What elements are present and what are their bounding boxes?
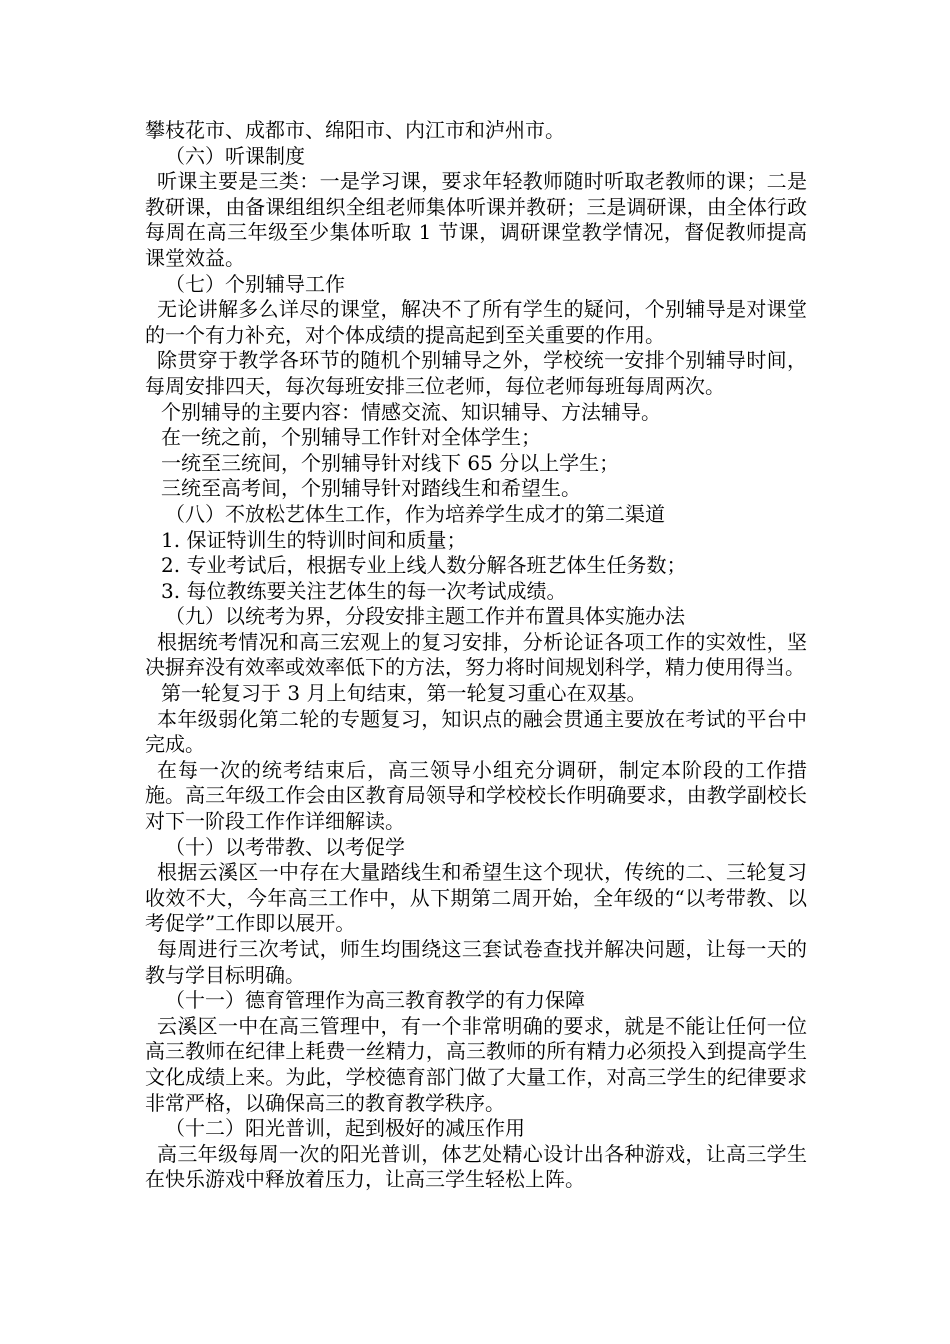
section-heading-8: （八）不放松艺体生工作，作为培养学生成才的第二渠道 xyxy=(165,501,665,526)
section-heading-6: （六）听课制度 xyxy=(165,143,305,168)
list-item: 2. 专业考试后，根据专业上线人数分解各班艺体生任务数； xyxy=(161,553,687,578)
section-heading-9: （九）以统考为界，分段安排主题工作并布置具体实施办法 xyxy=(165,604,685,629)
paragraph: 每周进行三次考试，师生均围绕这三套试卷查找并解决问题，让每一天的教与学目标明确。 xyxy=(145,937,807,987)
paragraph: 根据统考情况和高三宏观上的复习安排，分析论证各项工作的实效性，坚决摒弃没有效率或效率低下的方法，努力将时间规划科学，精力使用得当。 xyxy=(145,629,807,680)
document-body xyxy=(145,118,807,1193)
list-item: 1. 保证特训生的特训时间和质量； xyxy=(161,527,467,552)
paragraph: 除贯穿于教学各环节的随机个别辅导之外，学校统一安排个别辅导时间，每周安排四天，每次每班安排三位老师，每位老师每班每周两次。 xyxy=(145,348,807,398)
paragraph: 在一统之前，个别辅导工作针对全体学生； xyxy=(161,425,541,450)
section-heading-10: （十）以考带教、以考促学 xyxy=(165,834,405,859)
paragraph: 云溪区一中在高三管理中，有一个非常明确的要求，就是不能让任何一位高三教师在纪律上耗费一丝精力，高三教师的所有精力必须投入到提高学生文化成绩上来。为此，学校德育部门做了大量工作，对高三学生的纪律要求非常严格，以确保高三的教育教学秩序。 xyxy=(145,1013,807,1115)
paragraph-continuation: 攀枝花市、成都市、绵阳市、内江市和泸州市。 xyxy=(145,118,565,142)
section-heading-7: （七）个别辅导工作 xyxy=(165,271,345,296)
paragraph: 个别辅导的主要内容：情感交流、知识辅导、方法辅导。 xyxy=(161,399,661,424)
paragraph: 在每一次的统考结束后，高三领导小组充分调研，制定本阶段的工作措施。高三年级工作会由区教育局领导和学校校长作明确要求，由教学副校长对下一阶段工作作详细解读。 xyxy=(145,757,807,834)
paragraph: 高三年级每周一次的阳光普训，体艺处精心设计出各种游戏，让高三学生在快乐游戏中释放着压力，让高三学生轻松上阵。 xyxy=(145,1141,807,1192)
paragraph: 根据云溪区一中存在大量踏线生和希望生这个现状，传统的二、三轮复习收效不大，今年高三工作中，从下期第二周开始，全年级的“以考带教、以考促学”工作即以展开。 xyxy=(145,860,807,936)
paragraph: 三统至高考间，个别辅导针对踏线生和希望生。 xyxy=(161,476,581,501)
section-heading-12: （十二）阳光普训，起到极好的减压作用 xyxy=(165,1116,525,1141)
list-item: 3. 每位教练要关注艺体生的每一次考试成绩。 xyxy=(161,578,567,603)
paragraph: 本年级弱化第二轮的专题复习，知识点的融会贯通主要放在考试的平台中完成。 xyxy=(145,706,807,757)
paragraph: 第一轮复习于 3 月上旬结束，第一轮复习重心在双基。 xyxy=(161,681,647,706)
paragraph: 一统至三统间，个别辅导针对线下 65 分以上学生； xyxy=(161,450,620,475)
paragraph: 听课主要是三类：一是学习课，要求年轻教师随时听取老教师的课；二是教研课，由备课组组织全组老师集体听课并教研；三是调研课，由全体行政每周在高三年级至少集体听取 1 节课，调研课堂教学情况，督促教师提高课堂效益。 xyxy=(145,169,807,270)
paragraph: 无论讲解多么详尽的课堂，解决不了所有学生的疑问，个别辅导是对课堂的一个有力补充，对个体成绩的提高起到至关重要的作用。 xyxy=(145,297,807,347)
section-heading-11: （十一）德育管理作为高三教育教学的有力保障 xyxy=(165,988,585,1013)
